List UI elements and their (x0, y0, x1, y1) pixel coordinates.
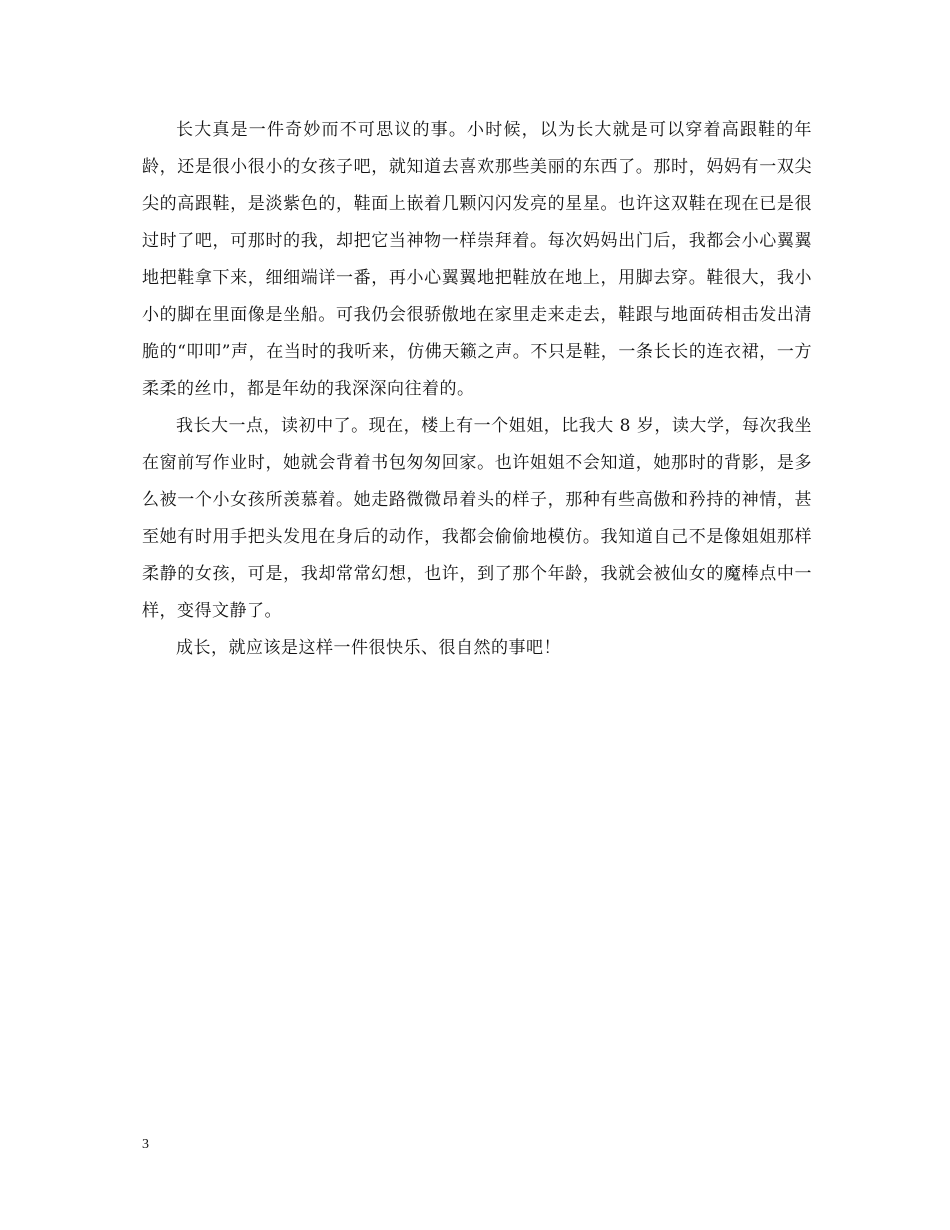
paragraph-childhood-high-heels: 长大真是一件奇妙而不可思议的事。小时候，以为长大就是可以穿着高跟鞋的年龄，还是很小很小的女孩子吧，就知道去喜欢那些美丽的东西了。那时，妈妈有一双尖尖的高跟鞋，是淡紫色的，鞋面上嵌着几颗闪闪发亮的星星。也许这双鞋在现在已是很过时了吧，可那时的我，却把它当神物一样崇拜着。每次妈妈出门后，我都会小心翼翼地把鞋拿下来，细细端详一番，再小心翼翼地把鞋放在地上，用脚去穿。鞋很大，我小小的脚在里面像是坐船。可我仍会很骄傲地在家里走来走去，鞋跟与地面砖相击发出清脆的“叩叩”声，在当时的我听来，仿佛天籁之声。不只是鞋，一条长长的连衣裙，一方柔柔的丝巾，都是年幼的我深深向往着的。 (142, 120, 812, 399)
page-number: 3 (142, 1137, 149, 1152)
paragraph-older-sister: 我长大一点，读初中了。现在，楼上有一个姐姐，比我大 8 岁，读大学，每次我坐在窗前写作业时，她就会背着书包匆匆回家。也许姐姐不会知道，她那时的背影，是多么被一个小女孩所羡慕着。她走路微微昂着头的样子，那种有些高傲和矜持的神情，甚至她有时用手把头发甩在身后的动作，我都会偷偷地模仿。我知道自己不是像姐姐那样柔静的女孩，可是，我却常常幻想，也许，到了那个年龄，我就会被仙女的魔棒点中一样，变得文静了。 (142, 416, 812, 621)
paragraph-conclusion: 成长，就应该是这样一件很快乐、很自然的事吧！ (176, 638, 561, 658)
document-body (142, 112, 812, 667)
